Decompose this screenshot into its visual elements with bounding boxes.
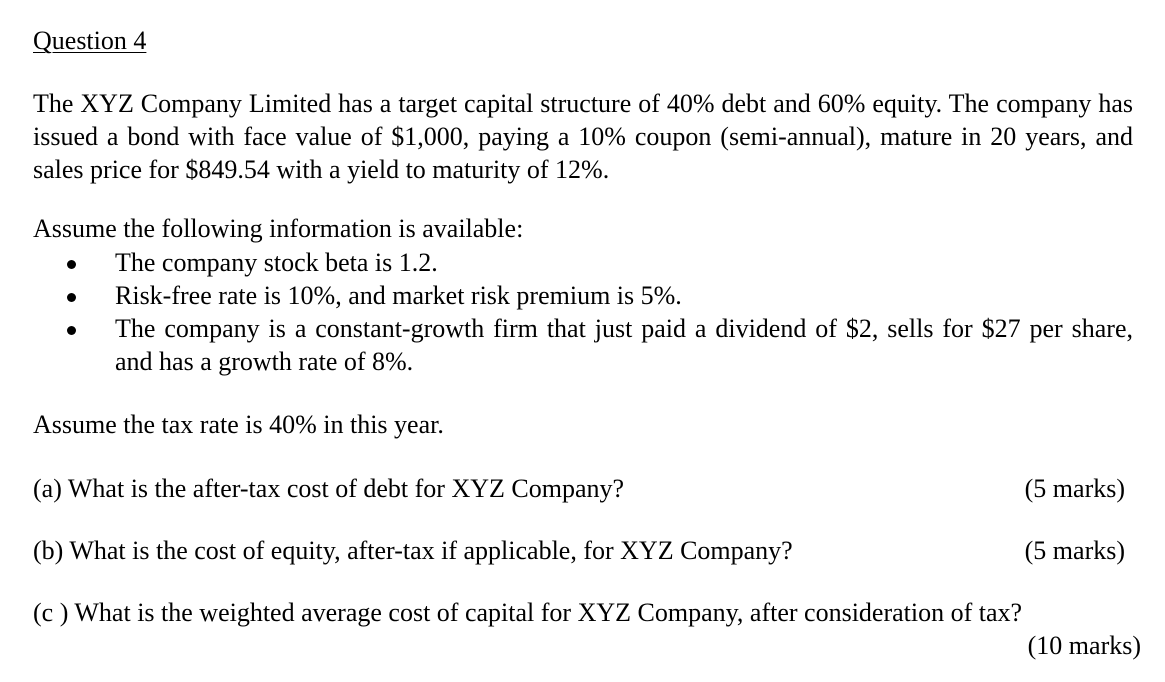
bullet-text: The company is a constant-growth firm that just paid a dividend of $2, sells for $27 per share, and has a growth rate of 8%. (115, 314, 1133, 376)
question-title: Question 4 (33, 26, 147, 55)
bullet-dot-icon (67, 260, 76, 269)
bullet-text: Risk-free rate is 10%, and market risk premium is 5%. (115, 281, 682, 310)
tax-note: Assume the tax rate is 40% in this year. (33, 410, 444, 439)
question-c-text: (c ) What is the weighted average cost of capital for XYZ Company, after consideration of tax? (33, 598, 1023, 627)
question-a-text: (a) What is the after-tax cost of debt for XYZ Company? (33, 474, 625, 503)
info-bullet-list (0, 246, 1165, 378)
question-a-marks: (5 marks) (1024, 474, 1125, 503)
bullet-item-risk-free (0, 279, 1133, 312)
assume-heading: Assume the following information is available: (33, 214, 524, 243)
bullet-item-beta (0, 246, 1133, 279)
question-b-marks: (5 marks) (1024, 536, 1125, 565)
intro-paragraph: The XYZ Company Limited has a target capital structure of 40% debt and 60% equity. The company has issued a bond with face value of $1,000, paying a 10% coupon (semi-annual), mature in 20 years, and sales price for $849.54 with a yield to maturity of 12%. (33, 89, 1133, 184)
question-b-text: (b) What is the cost of equity, after-tax if applicable, for XYZ Company? (33, 536, 793, 565)
bullet-text: The company stock beta is 1.2. (115, 248, 438, 277)
bullet-item-dividend (0, 312, 1133, 378)
bullet-dot-icon (67, 293, 76, 302)
question-c-marks: (10 marks) (1027, 631, 1141, 660)
bullet-dot-icon (67, 326, 76, 335)
